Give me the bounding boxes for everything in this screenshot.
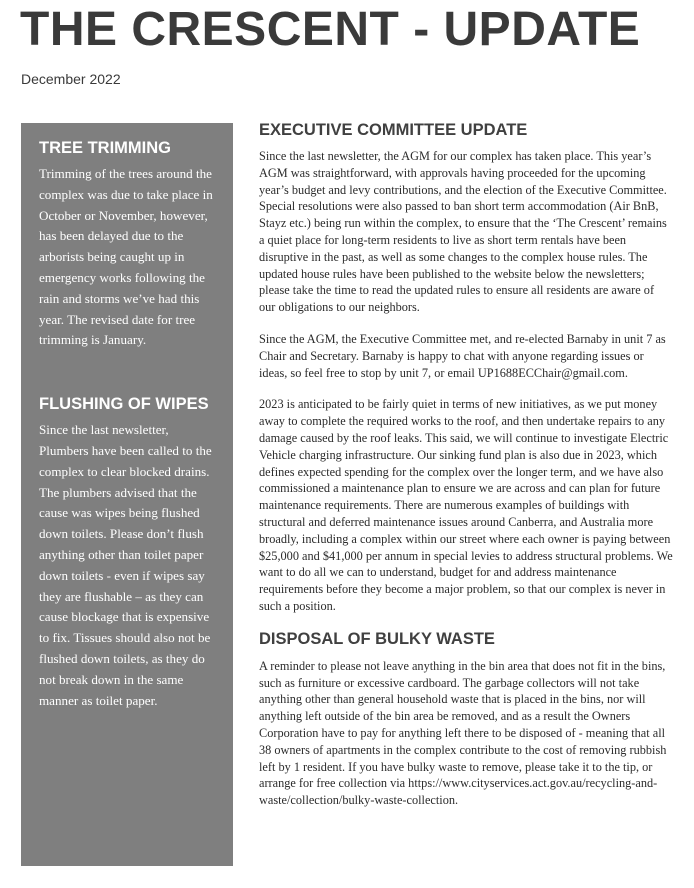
executive-committee-heading: EXECUTIVE COMMITTEE UPDATE [259,121,528,139]
issue-date: December 2022 [21,71,121,87]
flushing-wipes-heading: FLUSHING OF WIPES [39,395,209,414]
flushing-wipes-body: Since the last newsletter, Plumbers have been called to the complex to clear blocked drains. The plumbers advised that the cause was wipes being flushed down toilets. Please don’t flush anything other than toilet paper down toilets - even if wipes say they are flushable – as they can cause blockage that is expensive to fix. Tissues should also not be flushed down toilets, as they do not break down in the same manner as toilet paper. [39,422,212,708]
bulky-waste-paragraph: A reminder to please not leave anything in the bin area that does not fit in the bins, such as furniture or excessive cardboard. The garbage collectors will not take anything other than general household waste that is placed in the bins, nor will anything left outside of the bin area be removed, and as a result the Owners Corporation have to pay for anything left there to be disposed of - meaning that all 38 owners of apartments in the complex contribute to the cost of removing rubbish left by 1 resident. If you have bulky waste to remove, please take it to the tip, or arrange for free collection via https://www.cityservices.act.gov.au/recycling-and-waste/collection/bulky-waste-collection. [259,658,667,808]
exec-paragraph-2023: 2023 is anticipated to be fairly quiet in terms of new initiatives, as we put money away to complete the required works to the roof, and then undertake repairs to any damage caused by the roof leaks. This said, we will continue to investigate Electric Vehicle charging infrastructure. Our sinking fund plan is also due in 2023, which defines expected spending for the complex over the longer term, and we have also commissioned a maintenance plan to ensure we are across and can plan for future maintenance requirements. There are numerous examples of buildings with structural and deferred maintenance issues around Canberra, and Australia more broadly, including a complex within our street where each owner is paying between $25,000 and $41,000 per annum in special levies to address structural problems. We want to do all we can to understand, budget for and address maintenance requirements before they become a major problem, so that our complex is never in such a position. [259,397,673,613]
tree-trimming-heading: TREE TRIMMING [39,139,171,157]
exec-paragraph-chair: Since the AGM, the Executive Committee met, and re-elected Barnaby in unit 7 as Chair and Secretary. Barnaby is happy to chat with anyone regarding issues or ideas, so feel free to stop by unit 7, or email UP1688ECChair@gmail.com. [259,331,666,380]
newsletter-title: THE CRESCENT - UPDATE [20,3,641,56]
sidebar-panel [21,123,233,866]
main-column [259,121,673,824]
tree-trimming-body: Trimming of the trees around the complex was due to take place in October or November, however, has been delayed due to the arborists being caught up in emergency works following the rain and storms we’ve had this year. The revised date for tree trimming is January. [39,166,213,348]
exec-paragraph-agm: Since the last newsletter, the AGM for our complex has taken place. This year’s AGM was straightforward, with approvals having proceeded for the upcoming year’s budget and levy contributions, and the election of the Executive Committee. Special resolutions were also passed to ban short term accommodation (Air BnB, Stayz etc.) being run within the complex, to ensure that the ‘The Crescent’ remains a quiet place for long-term residents to live as short term rentals have been disruptive in the past, as well as some changes to the complex house rules. The updated house rules have been published to the website below the newsletters; please take the time to read the updated rules to ensure all residents are aware of our obligations to our neighbors. [259,149,667,315]
bulky-waste-heading: DISPOSAL OF BULKY WASTE [259,629,495,648]
